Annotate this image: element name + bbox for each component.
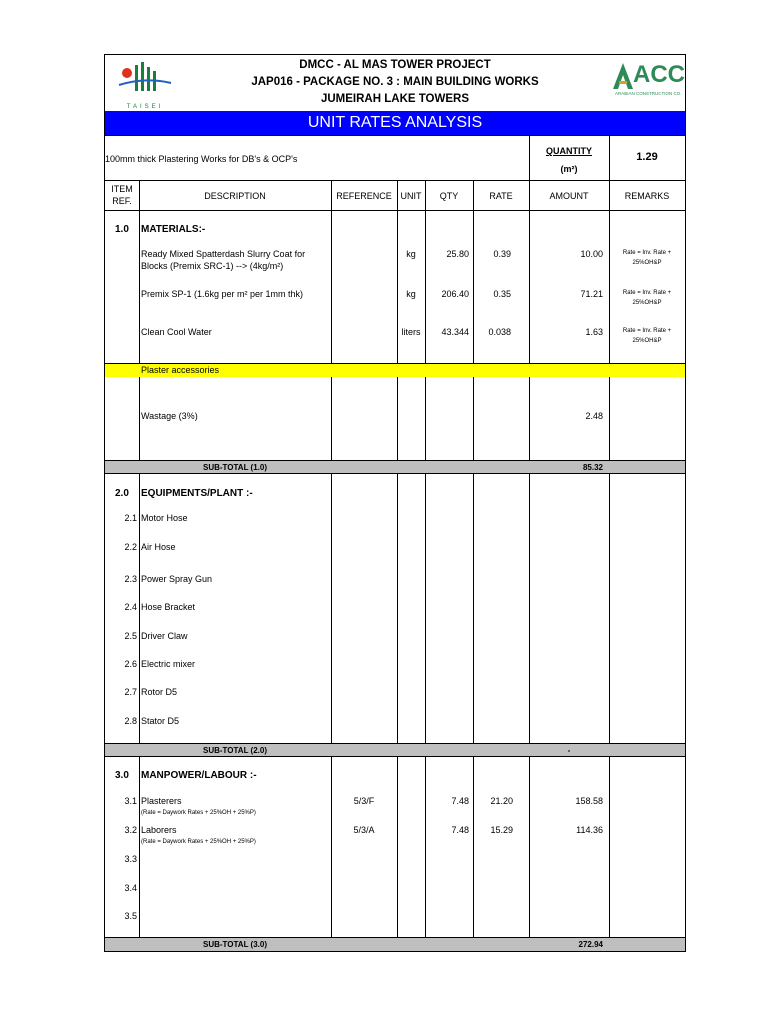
- material-remark-cont: 25%OH&P: [632, 300, 662, 306]
- labour-item-ref: 5/3/A: [353, 825, 375, 835]
- subtotal-3-value: 272.94: [578, 940, 603, 949]
- labour-item-no: 3.2: [124, 825, 137, 835]
- material-qty: 206.40: [441, 289, 469, 299]
- labour-item-amount: 114.36: [576, 825, 603, 835]
- material-rate: 0.038: [488, 327, 511, 337]
- plaster-accessories-label: Plaster accessories: [141, 365, 220, 375]
- col-qty: QTY: [439, 191, 459, 201]
- acc-logo-subtext: ARABIAN CONSTRUCTION CO.: [615, 91, 682, 96]
- manpower-section-no: 3.0: [115, 770, 129, 781]
- equipment-item-desc: Motor Hose: [141, 513, 188, 523]
- material-remark: Rate = Inv. Rate +: [622, 290, 672, 296]
- material-qty: 43.344: [441, 327, 469, 337]
- equipment-item-no: 2.5: [124, 631, 137, 641]
- labour-item-note: (Rate = Daywork Rates + 25%OH + 25%P): [141, 810, 256, 816]
- labour-item-no: 3.1: [124, 796, 137, 806]
- acc-logo: [611, 61, 683, 105]
- work-item-description: 100mm thick Plastering Works for DB's & OCP's: [105, 154, 298, 164]
- material-rate: 0.39: [493, 249, 511, 259]
- material-unit: liters: [401, 327, 421, 337]
- subtotal-1-label: SUB-TOTAL (1.0): [202, 463, 267, 472]
- equipment-item-desc: Stator D5: [141, 716, 180, 726]
- equipment-item-desc: Driver Claw: [141, 631, 188, 641]
- equipment-item-no: 2.2: [124, 542, 137, 552]
- material-amount: 10.00: [580, 249, 603, 259]
- taisei-mark-icon: [115, 59, 175, 99]
- labour-item-rate: 21.20: [490, 796, 513, 806]
- col-item-ref-line2: REF.: [112, 196, 132, 206]
- equipment-item-no: 2.4: [124, 602, 137, 612]
- col-rate: RATE: [489, 191, 513, 201]
- equipment-item-no: 2.3: [124, 574, 137, 584]
- subtotal-1-row: [105, 460, 685, 474]
- equipment-item-desc: Power Spray Gun: [141, 574, 213, 584]
- subtotal-3-label: SUB-TOTAL (3.0): [202, 940, 267, 949]
- subtotal-2-row: [105, 743, 685, 757]
- material-remark: Rate = Inv. Rate +: [622, 328, 672, 334]
- material-remark-cont: 25%OH&P: [632, 338, 662, 344]
- acc-mark-icon: [613, 63, 633, 89]
- material-desc: Premix SP-1 (1.6kg per m² per 1mm thk): [141, 289, 304, 299]
- project-title: [225, 57, 565, 108]
- col-item-ref: [105, 183, 139, 207]
- column-header-row: [105, 181, 685, 211]
- material-desc-cont: Blocks (Premix SRC-1) --> (4kg/m²): [141, 261, 284, 271]
- equipment-section-no: 2.0: [115, 488, 129, 499]
- col-reference: REFERENCE: [336, 191, 392, 201]
- material-rate: 0.35: [493, 289, 511, 299]
- col-description: DESCRIPTION: [204, 191, 266, 201]
- material-remark: Rate = Inv. Rate +: [622, 250, 672, 256]
- equipment-item-desc: Rotor D5: [141, 687, 178, 697]
- quantity-unit: (m²): [560, 164, 578, 174]
- equipment-section-title: EQUIPMENTS/PLANT :-: [141, 488, 253, 499]
- equipment-item-no: 2.7: [124, 687, 137, 697]
- material-remark-cont: 25%OH&P: [632, 260, 662, 266]
- col-remarks: REMARKS: [624, 191, 670, 201]
- quantity-value: 1.29: [636, 151, 658, 163]
- equipment-item-desc: Electric mixer: [141, 659, 196, 669]
- col-amount: AMOUNT: [549, 191, 589, 201]
- material-unit: kg: [406, 249, 416, 259]
- labour-item-desc: Laborers: [141, 825, 177, 835]
- equipment-item-no: 2.8: [124, 716, 137, 726]
- labour-item-amount: 158.58: [575, 796, 603, 806]
- labour-item-qty: 7.48: [451, 796, 469, 806]
- project-title-line3: JUMEIRAH LAKE TOWERS: [320, 93, 470, 105]
- material-qty: 25.80: [446, 249, 469, 259]
- project-title-line1: DMCC - AL MAS TOWER PROJECT: [299, 59, 491, 71]
- labour-item-no: 3.3: [124, 854, 137, 864]
- project-title-line2: JAP016 - PACKAGE NO. 3 : MAIN BUILDING WORKS: [251, 76, 539, 88]
- unit-rates-banner: UNIT RATES ANALYSIS: [105, 111, 685, 135]
- subtotal-2-value: -: [567, 746, 571, 755]
- col-item-ref-line1: ITEM: [111, 184, 133, 194]
- equipment-item-desc: Air Hose: [141, 542, 176, 552]
- sheet-header: [105, 55, 685, 111]
- labour-item-ref: 5/3/F: [353, 796, 375, 806]
- col-unit: UNIT: [400, 191, 422, 201]
- equipment-item-no: 2.1: [124, 513, 137, 523]
- manpower-section-title: MANPOWER/LABOUR :-: [141, 770, 257, 781]
- subtotal-2-label: SUB-TOTAL (2.0): [202, 746, 267, 755]
- labour-item-no: 3.5: [124, 911, 137, 921]
- subtotal-3-row: [105, 937, 685, 951]
- quantity-label: QUANTITY: [546, 146, 592, 156]
- material-desc: Clean Cool Water: [141, 327, 212, 337]
- materials-section-no: 1.0: [115, 224, 129, 235]
- labour-item-qty: 7.48: [451, 825, 469, 835]
- material-amount: 71.21: [580, 289, 603, 299]
- plaster-accessories-row: [105, 363, 685, 377]
- equipment-item-no: 2.6: [124, 659, 137, 669]
- materials-section-title: MATERIALS:-: [141, 224, 206, 235]
- taisei-logo-text: TAISEI: [126, 104, 164, 110]
- labour-item-desc: Plasterers: [141, 796, 182, 806]
- material-amount: 1.63: [585, 327, 603, 337]
- subtotal-1-value: 85.32: [582, 463, 603, 472]
- wastage-amount: 2.48: [585, 411, 603, 421]
- rate-analysis-sheet: [104, 54, 686, 952]
- labour-item-note: (Rate = Daywork Rates + 25%OH + 25%P): [141, 839, 256, 845]
- taisei-logo: [115, 59, 175, 110]
- labour-item-rate: 15.29: [490, 825, 513, 835]
- material-unit: kg: [406, 289, 416, 299]
- labour-item-no: 3.4: [124, 883, 137, 893]
- work-item-row: [105, 135, 685, 181]
- acc-logo-text: ACC: [633, 61, 685, 88]
- material-desc: Ready Mixed Spatterdash Slurry Coat for: [141, 249, 306, 259]
- equipment-item-desc: Hose Bracket: [141, 602, 196, 612]
- wastage-label: Wastage (3%): [141, 411, 198, 421]
